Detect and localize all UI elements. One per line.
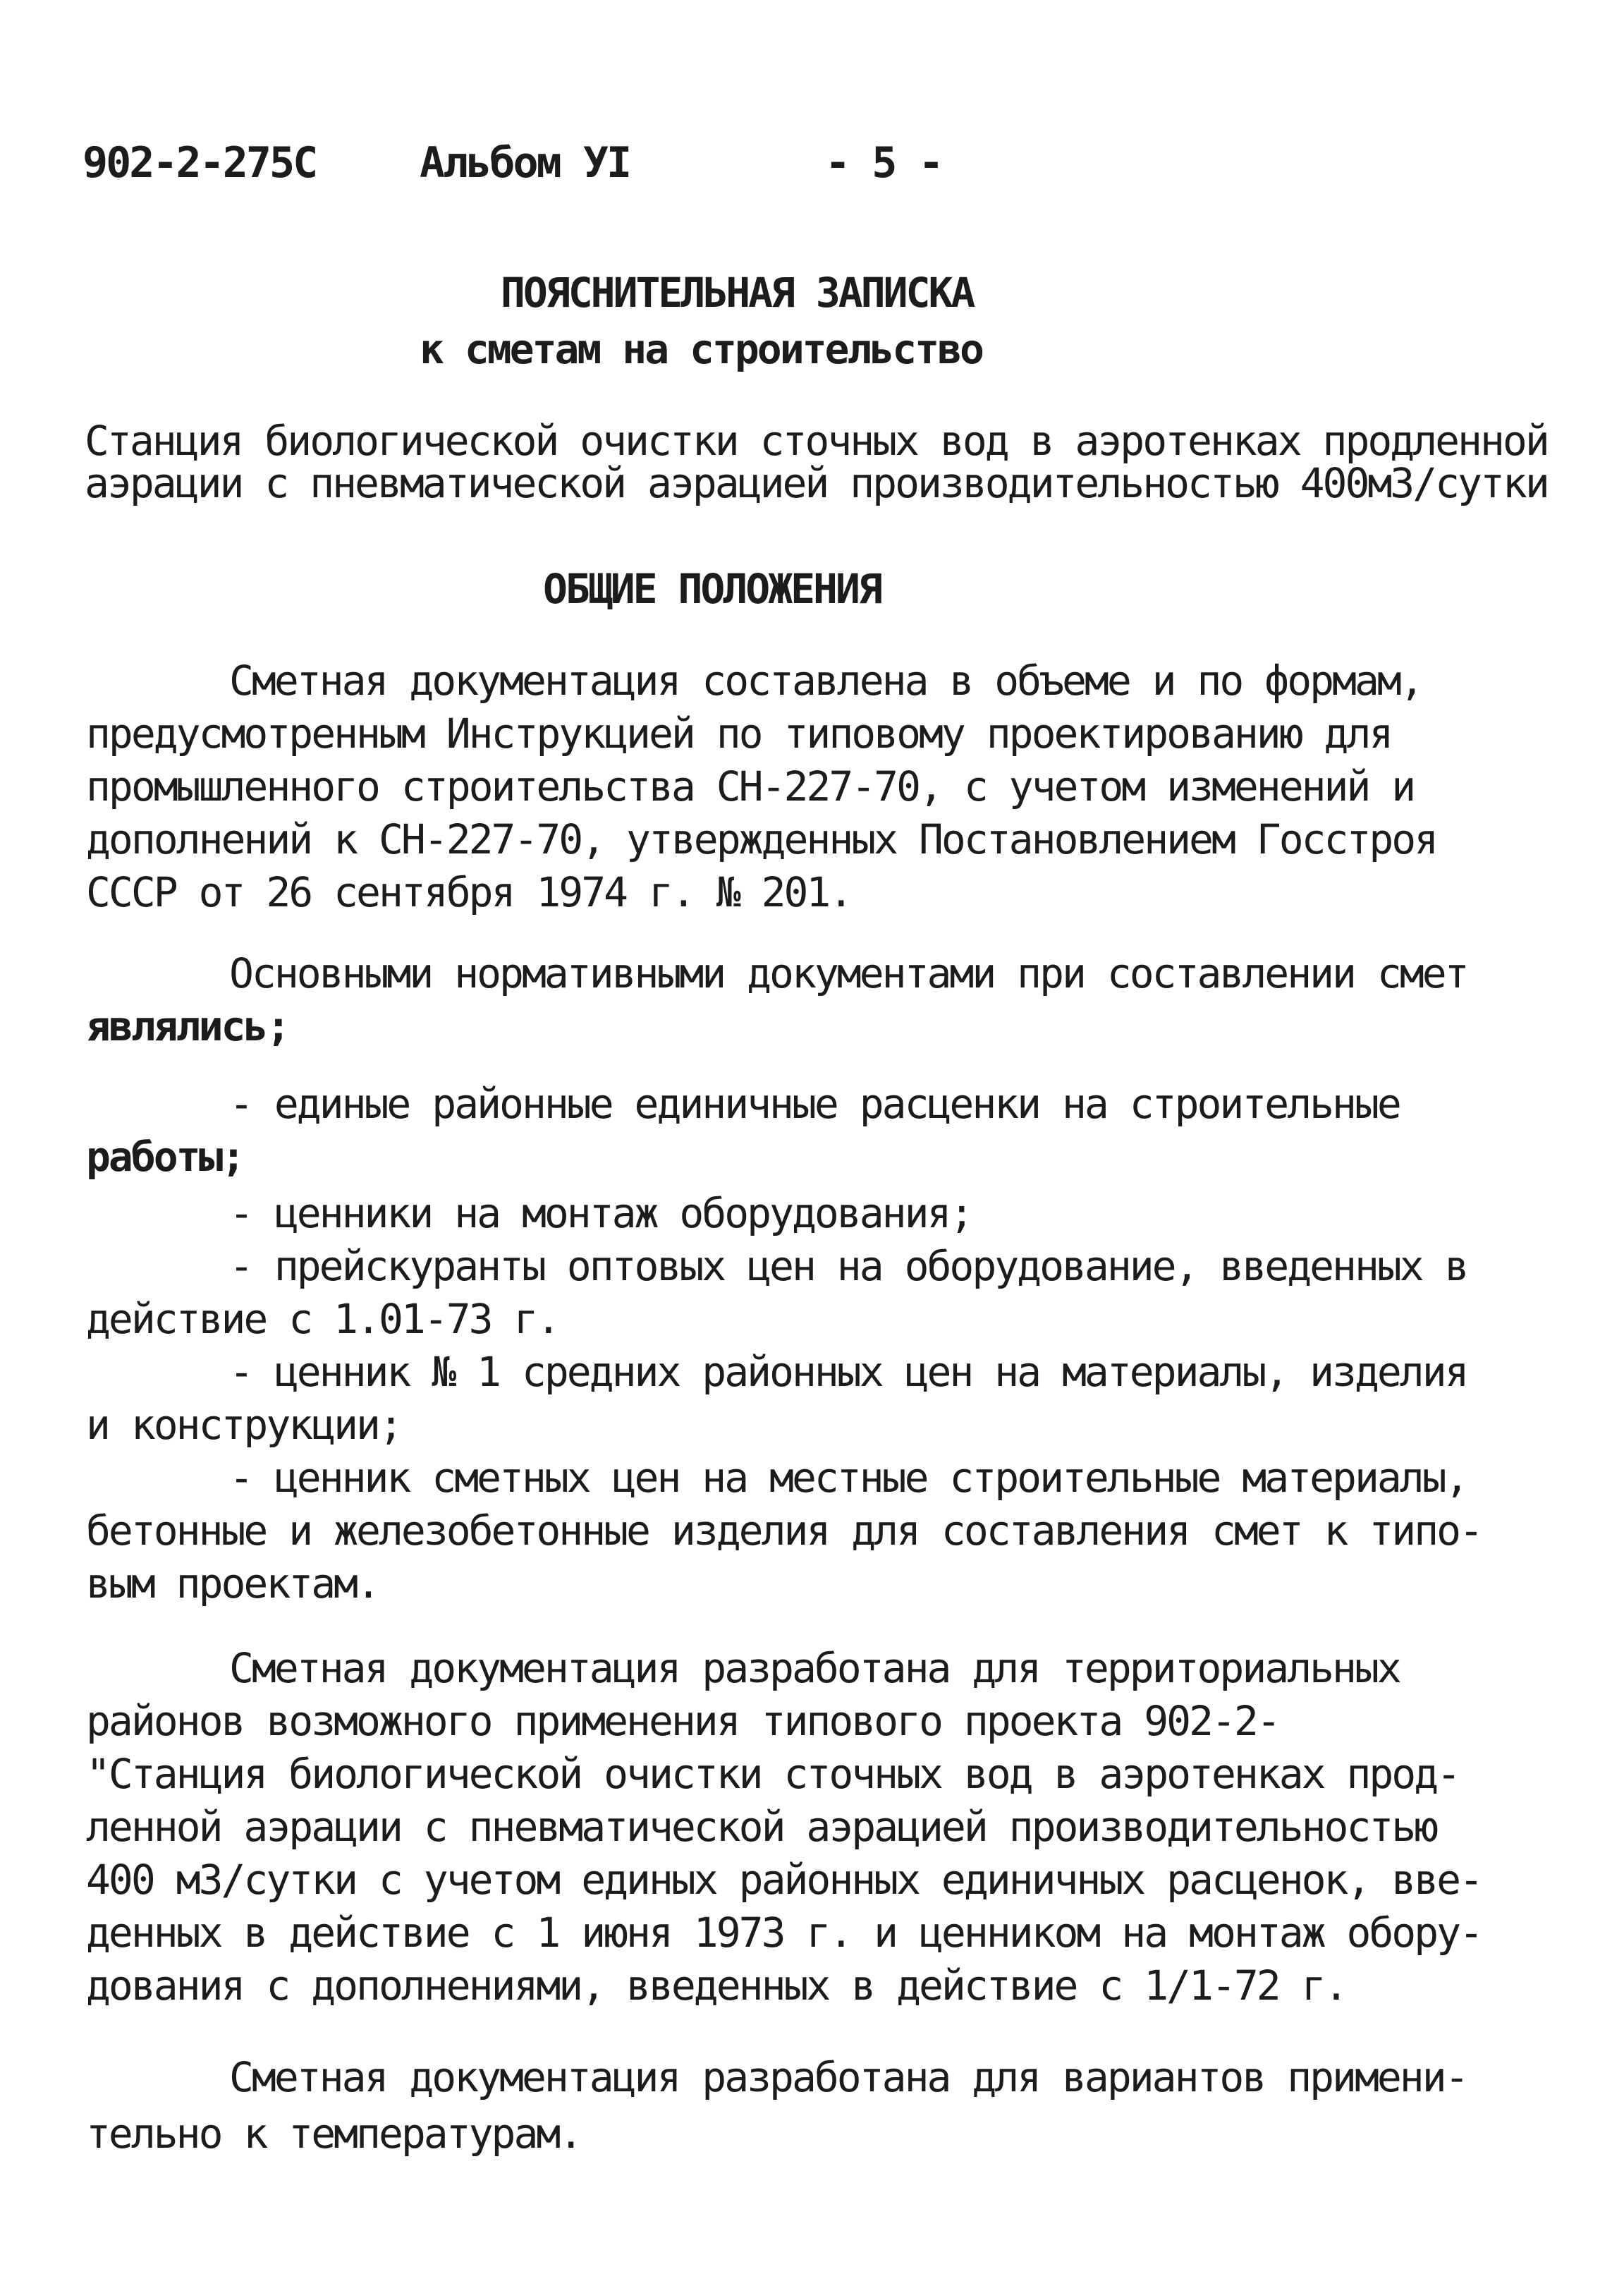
list-item: работы; [86,1133,244,1181]
list-item: вым проектам. [86,1559,379,1607]
para2-line: являлись; [86,1002,289,1050]
para4-line: Сметная документация разработана для вариантов примени- [229,2053,1467,2101]
section-heading: ОБЩИЕ ПОЛОЖЕНИЯ [543,565,881,613]
para3-line: денных в действие с 1 июня 1973 г. и ценником на монтаж обору- [86,1909,1482,1957]
list-item: действие с 1.01-73 г. [86,1295,559,1343]
para2-line: Основными нормативными документами при составлении смет [229,949,1467,997]
document-code: 902-2-275С [83,138,317,188]
para1-line: СССР от 26 сентября 1974 г. № 201. [86,868,852,916]
subject-line-1: Станция биологической очистки сточных вод в аэротенках продленной [85,417,1548,465]
document-subtitle: к сметам на строительство [420,325,982,373]
para1-line: предусмотренным Инструкцией по типовому проектированию для [86,710,1392,758]
para4-line: тельно к температурам. [86,2110,582,2158]
list-item: - прейскуранты оптовых цен на оборудование, введенных в [229,1242,1467,1290]
album-label: Альбом УI [420,138,630,188]
para3-line: районов возможного применения типового проекта 902-2- [86,1697,1279,1745]
para3-line: ленной аэрации с пневматической аэрацией производительностью [86,1803,1437,1851]
list-item: бетонные и железобетонные изделия для составления смет к типо- [86,1507,1482,1555]
list-item: - ценник № 1 средних районных цен на материалы, изделия [229,1348,1467,1396]
list-item: и конструкции; [86,1401,401,1449]
para1-line: Сметная документация составлена в объеме и по формам, [229,657,1422,705]
list-item: - ценник сметных цен на местные строительные материалы, [229,1454,1467,1502]
para3-line: дования с дополнениями, введенных в действие с 1/1-72 г. [86,1962,1347,2009]
list-item: - ценники на монтаж оборудования; [229,1189,972,1237]
para1-line: промышленного строительства СН-227-70, с учетом изменений и [86,762,1415,810]
document-title: ПОЯСНИТЕЛЬНАЯ ЗАПИСКА [501,269,974,317]
para3-line: "Станция биологической очистки сточных вод в аэротенках прод- [86,1750,1460,1798]
subject-line-2: аэрации с пневматической аэрацией производительностью 400м3/сутки [85,459,1548,507]
para3-line: Сметная документация разработана для территориальных [229,1644,1400,1692]
page-number: - 5 - [825,138,942,188]
para3-line: 400 м3/сутки с учетом единых районных единичных расценок, вве- [86,1856,1482,1904]
list-item: - единые районные единичные расценки на строительные [229,1080,1400,1128]
para1-line: дополнений к СН-227-70, утвержденных Постановлением Госстроя [86,815,1437,863]
